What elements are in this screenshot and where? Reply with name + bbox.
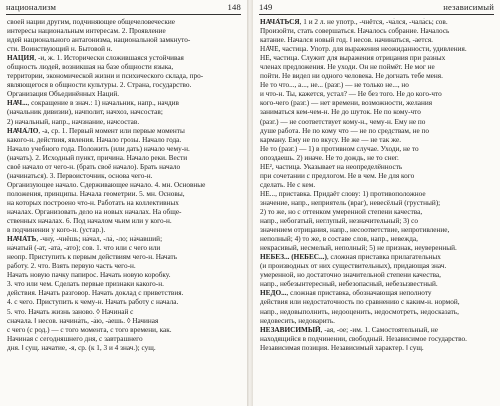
left-page-text-line: действия. Начать разговор. Начать доклад с приветствия. bbox=[7, 289, 184, 298]
right-page-text-line: напр., небезынтересный, небезопасный, небезызвестный. bbox=[260, 280, 438, 289]
right-page-text-line: Не то (разг.) — 1) в противном случае. Уходи, не то bbox=[260, 144, 419, 153]
right-page-text-line: и что-н. Ты, кажется, устал? — Не без того. Не до кого-что bbox=[260, 90, 442, 99]
left-page-text-line: положения, принципы. Начала геометрии. 5. мн. Основы, bbox=[7, 189, 185, 198]
left-page-text-line: Начать новую пачку папирос. Начать новую коробку. bbox=[7, 271, 171, 280]
left-page-text-line: идей национального антагонизма, национальной замкнуто- bbox=[7, 36, 191, 45]
left-page-text-line: своей нации другим, подчиняющее общечеловеческие bbox=[7, 18, 175, 26]
right-page-text-line: значение, напр., неприятель (враг), невесёлый (грустный); bbox=[260, 198, 441, 207]
left-page-text-line: (начать). 2. Исходный пункт, причина. Начало реки. Вести bbox=[7, 153, 188, 162]
right-page-text bbox=[260, 18, 494, 404]
right-page-text-line: некрасивый, несмелый, неполный; 5) не признак, неуверенный. bbox=[260, 244, 457, 253]
left-page-text-line: Начало учебного года. Положить (или дать) начало чему-н. bbox=[7, 144, 190, 153]
left-page-text-line: дня. ‖ сущ. начатие, -я, ср. (к 1, 3 и 4 знач.); сущ. bbox=[7, 343, 156, 352]
right-page-text-line: 2) то же, но с оттенком умеренной степени качества, bbox=[260, 207, 423, 216]
left-page-text-line: являющегося в общности культуры. 2. Страна, государство. bbox=[7, 81, 192, 90]
right-page-text-line: НЕБЕЗ... (НЕБЕС...), сложная приставка прилагательных bbox=[260, 253, 441, 262]
left-page-header bbox=[6, 2, 241, 13]
right-page-text-line: при сочетании с предлогом. Не в чем. Не для кого bbox=[260, 171, 415, 180]
left-page-text-line: 5. что. Начать жизнь заново. ◊ Начинай с bbox=[7, 307, 134, 316]
left-page-text-line: с чего (с род.) — с того момента, с того времени, как. bbox=[7, 325, 172, 334]
right-page-text-line: сделать. Не с кем. bbox=[260, 180, 316, 189]
page-number-right: 149 bbox=[259, 2, 273, 12]
left-page-text-line: на которых построено что-н. Работать на коллективных bbox=[7, 198, 179, 207]
right-page-text-line: действия или недостаточность по сравнению с каким-н. нормой, bbox=[260, 298, 460, 307]
left-page-text-line: 3. что или чем. Сделать первые признаки какого-н. bbox=[7, 280, 164, 289]
left-page-text-line: Организующее начало. Сдерживающее начало. 4. мн. Основные bbox=[7, 180, 206, 189]
left-page-text-line: в подчинении у кого-н. (устар.). bbox=[7, 226, 106, 235]
right-page-text-line: напр., небогатый, неглупый, незначительный; 3) со bbox=[260, 217, 418, 226]
right-page-text-line: членах предложения. Не уходи. Он не поймёт. Не мог не bbox=[260, 63, 435, 72]
right-page-text-line: пойти. Не видел ни одного человека. Не догнать тебе меня. bbox=[260, 72, 443, 81]
left-page-text-line: территории, экономической жизни и психического склада, про- bbox=[7, 72, 204, 81]
right-page-text-line: НЕ..., приставка. Придаёт слову: 1) противоположное bbox=[260, 189, 426, 198]
left-page bbox=[0, 0, 247, 406]
page-number-left: 148 bbox=[227, 2, 241, 12]
right-page-text-line: карману. Ему не по вкусу. Не же — не так же. bbox=[260, 135, 402, 144]
left-page-text-line: НАЧА́ТЬ, -чну́, -чнёшь; на́чал, -ла́, -ло; на́чавший; bbox=[7, 235, 163, 244]
right-page-text-line: (разг.) — не соответствует кому-н., чему-н. Ему не по bbox=[260, 117, 426, 126]
left-page-text-line: сти. Воинствующий н. Бытовой н. bbox=[7, 45, 113, 54]
right-page-text-line: Независимая позиция. Независимый характер. ‖ сущ. bbox=[260, 343, 424, 352]
right-page-text-line: НЕДО..., сложная приставка, обозначающая неполноту bbox=[260, 289, 432, 298]
left-page-text-line: началах. Организовать дело на новых началах. На обще- bbox=[7, 207, 182, 216]
left-page-text bbox=[7, 18, 241, 404]
running-head-left: национализм bbox=[6, 2, 57, 12]
left-page-text-line: (начальник дивизии), начполит, начхоз, начсостав; bbox=[7, 108, 163, 117]
left-page-text-line: Организация Объединённых Наций. bbox=[7, 90, 120, 99]
right-page-text-line: находящийся в подчинении, свободный. Независимое государство. bbox=[260, 334, 467, 343]
header-rule-left bbox=[6, 14, 241, 15]
right-page-text-line: заниматься кем-чем-н. Не до шуток. Не по кому-что bbox=[260, 108, 421, 117]
right-page-text-line: кого-чего (разг.) — нет времени, возможности, желания bbox=[260, 99, 433, 108]
left-page-text-line: Начиная с сегодняшнего дня, с завтрашнего bbox=[7, 334, 143, 343]
left-page-text-line: неопр. Приступить к первым действиям чего-н. Начать bbox=[7, 253, 178, 262]
running-head-right: независимый bbox=[443, 2, 494, 12]
left-page-text-line: (начинаться). 3. Первоисточник, основа чего-н. bbox=[7, 171, 153, 180]
right-page-text-line: НЕ, частица. Служит для выражения отрицания при разных bbox=[260, 54, 446, 63]
right-page bbox=[253, 0, 500, 406]
left-page-text-line: ственных началах. 6. Под началом чьим или у кого-н. bbox=[7, 217, 172, 226]
right-page-text-line: значением отрицания, напр., несоответствие, непротивление, bbox=[260, 226, 450, 235]
right-page-text-line: напр., недовыполнить, недооценить, недосмотреть, недосказать, bbox=[260, 307, 459, 316]
right-page-text-line: НА́ЧЕ, частица. Употр. для выражения неожиданности, удивления. bbox=[260, 45, 467, 54]
left-page-text-line: сначала. ‖ несов. начина́ть, -а́ю, -а́ешь. ◊ Начиная bbox=[7, 316, 159, 325]
left-page-text-line: НАЧ..., сокращение в знач.: 1) начальник, напр., начдив bbox=[7, 99, 179, 108]
left-page-text-line: НАЦИЯ, -и, ж. 1. Исторически сложившаяся устойчивая bbox=[7, 54, 184, 63]
right-page-header bbox=[259, 2, 494, 13]
left-page-text-line: 2) начальный, напр., начзнание, начсостав. bbox=[7, 117, 140, 126]
right-page-text-line: Произойти, стать совершаться. Началось собрание. Началось bbox=[260, 27, 450, 36]
right-page-text-line: НЕЗАВИСИМЫЙ, -ая, -ое; -им. 1. Самостоятельный, не bbox=[260, 325, 438, 334]
right-page-text-line: НАЧА́ТЬСЯ, 1 и 2 л. не употр., -чнётся, -ча́лся, -чала́сь; сов. bbox=[260, 18, 448, 26]
left-page-text-line: 4. с чего. Приступить к чему-н. Начать работу с начала. bbox=[7, 298, 179, 307]
left-page-text-line: работу. 2. что. Взять первую часть чего-н. bbox=[7, 262, 136, 271]
right-page-text-line: Не то что..., а..., не... (разг.) — не только не..., но bbox=[260, 81, 409, 90]
right-page-text-line: недовесить, недоварить. bbox=[260, 316, 335, 325]
left-page-text-line: интересы национальным интересам. 2. Проявление bbox=[7, 27, 166, 36]
left-page-text-line: на́чатый (-ат, -ата́, -ато); сов. 1. что или с чего или bbox=[7, 244, 161, 253]
left-page-text-line: общность людей, возникшая на базе общности языка, bbox=[7, 63, 174, 72]
header-rule-right bbox=[259, 14, 494, 15]
right-page-text-line: опоздаешь. 2) иначе. Не то дождь, не то снег. bbox=[260, 153, 399, 162]
right-page-text-line: катание. Начался новый год. ‖ несов. начинаться, -ается. bbox=[260, 36, 433, 45]
left-page-text-line: НАЧА́ЛО, -а, ср. 1. Первый момент или первые моменты bbox=[7, 126, 185, 135]
right-page-text-line: умеренной, но достаточно значительной степени качества, bbox=[260, 271, 441, 280]
right-page-text-line: неполный; 4) то же, в составе слов, напр., невежда, bbox=[260, 235, 418, 244]
left-page-text-line: своё начало от чего-н. (брать своё начало). Брать начало bbox=[7, 162, 181, 171]
right-page-text-line: НЕ², частица. Указывает на неопределённость bbox=[260, 162, 403, 171]
right-page-text-line: душе работа. Не по кому что — не по средствам, не по bbox=[260, 126, 429, 135]
left-page-text-line: какого-н. действия, явления. Начало грозы. Начало года. bbox=[7, 135, 182, 144]
right-page-text-line: (и производных от них существительных), придающая знач. bbox=[260, 262, 447, 271]
